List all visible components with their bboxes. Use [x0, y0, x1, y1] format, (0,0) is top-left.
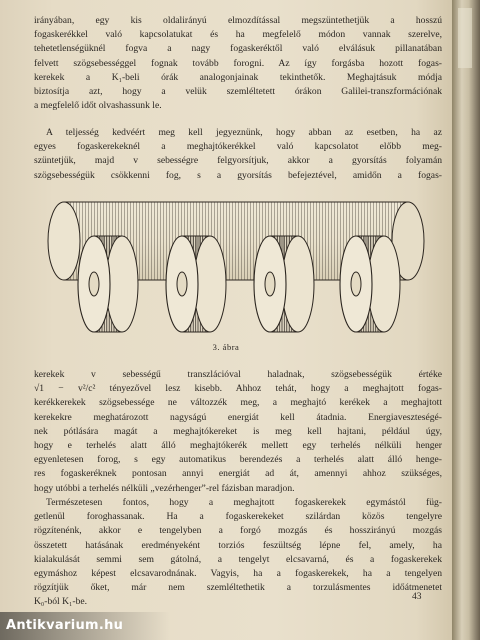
text-line: irányában, egy kis oldalirányú elmozdítással megszüntethetjük a hosszú	[34, 15, 442, 26]
paragraph-4	[34, 496, 442, 610]
spine-highlight	[458, 8, 472, 68]
paragraph-1	[34, 14, 442, 113]
text-line: szögsebességük csökkenni fog, s a gyorsítás befejeztével, amidőn a fogas-	[34, 169, 442, 181]
text-line: biztosítja azt, hogy a velük szemléltetett órákon Galilei-transzformációnak	[34, 86, 442, 98]
text-line: getlenül foroghassanak. Ha a fogaskerekeket szilárdan közös tengelyre	[34, 511, 442, 523]
text-line: Természetesen fontos, hogy a meghajtott fogaskerekek egymástól füg-	[46, 497, 442, 508]
gear-cylinder-figure	[36, 198, 426, 338]
text-line: √1 − v²/c² tényezővel lesz kisebb. Ahhoz tehát, hogy a meghajtott fogas-	[34, 383, 442, 395]
text-line: kerekek a K₁-beli órák analogonjainak tekinthetők. Meghajtásuk módja	[34, 71, 442, 83]
text-line: egyenletesen forog, s egy automatikus berendezés a terhelés alatt álló henge-	[34, 454, 442, 466]
text-line: összetett hatásának eredményeként torziós feszültség lépne fel, amely, ha	[34, 539, 442, 551]
small-gear-3	[254, 236, 314, 332]
text-line: kerékkerekek szögsebessége ne változzék meg, a meghajtó kerékek a meghajtott	[34, 397, 442, 409]
text-line: hogy e terhelés alatt álló meghajtókerék mellett egy terhelés nélküli henger	[34, 440, 442, 452]
text-line: A teljesség kedvéért meg kell jegyeznünk, hogy abban az esetben, ha az	[46, 127, 442, 138]
book-spine	[452, 0, 480, 640]
text-line: egyes fogaskerekeknél a meghajtókerékkel való kapcsolatot előbb meg-	[34, 141, 442, 153]
text-line: rögzítjük őket, már nem szemléltethetik a torzulásmentes időátmenetet	[34, 582, 442, 594]
text-line: felvett szögsebességgel fognak tovább forogni. Az így forgásba hozott fogas-	[34, 57, 442, 69]
text-line: a megfelelő időt olvashassunk le.	[34, 100, 162, 112]
watermark-text: Antikvarium.hu	[6, 618, 124, 633]
small-gear-2	[166, 236, 226, 332]
text-line: rögzítenénk, akkor e tengelyben a forgó mozgás és hosszirányú mozgás	[34, 525, 442, 537]
paragraph-3	[34, 368, 442, 496]
figure-caption: 3. ábra	[212, 342, 240, 352]
small-gear-1	[78, 236, 138, 332]
text-line: K₀-ból K₁-be.	[34, 596, 88, 608]
text-line: hogy utóbbi a terhelés nélküli „vezérhenger”-rel fázisban maradjon.	[34, 482, 295, 494]
text-line: fogaskerékkel való kapcsolatukat és ha megfelelő módon vannak szerelve,	[34, 29, 442, 41]
text-line: szüntetjük, majd v sebességre felgyorsítjuk, akkor a gyorsítás folyamán	[34, 155, 442, 167]
watermark-banner	[0, 612, 170, 640]
paragraph-2	[34, 126, 442, 183]
text-line: kerekek v sebességű transzlációval haladnak, szögsebességük értéke	[34, 369, 442, 380]
page-number: 43	[412, 592, 422, 602]
text-line: tehetetlenségüknél fogva a nagy fogaskeréktől való elválásuk pillanatában	[34, 43, 442, 55]
text-line: kerekekre meghatározott nagyságú energiát kell átadnia. Energiaveszteségé-	[34, 411, 442, 423]
text-line: kialakulását semmi sem gátolná, a tengelyt elcsavarná, és a fogaskerekek	[34, 553, 442, 565]
small-gear-4	[340, 236, 400, 332]
text-line: egymáshoz képest elcsavarodnának. Vagyis, ha a fogaskerekek, ha a tengelyen	[34, 568, 442, 580]
text-line: res fogaskeréknek pontosan annyi energiát ad át, amennyi ahhoz szükséges,	[34, 468, 442, 480]
text-line: nek pótlására magát a meghajtókereket is meg kell hajtani, például úgy,	[34, 425, 442, 437]
